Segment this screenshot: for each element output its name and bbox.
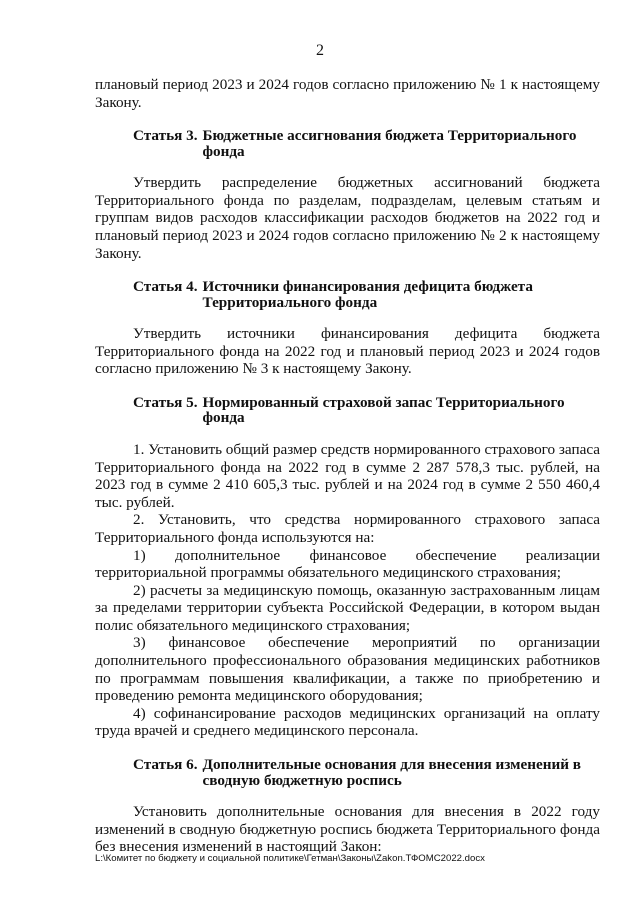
article-paragraph: Утвердить источники финансирования дефицита бюджета Территориального фонда на 2022 год и плановый период 2023 и 2024 годов согласно приложению № 3 к настоящему Закону. (95, 325, 600, 378)
article-paragraph: 2. Установить, что средства нормированного страхового запаса Территориального фонда используются на: (95, 511, 600, 546)
article-heading (95, 128, 600, 159)
article-heading (95, 395, 600, 426)
article-number: Статья 4. (133, 278, 198, 296)
list-item: 3) финансовое обеспечение мероприятий по организации дополнительного профессионального образования медицинских работников по программам повышения квалификации, а также по приобретению и проведению ремонта медицинского оборудования; (95, 634, 600, 705)
article-heading (95, 757, 600, 788)
article-title: Дополнительные основания для внесения изменений в сводную бюджетную роспись (202, 756, 581, 789)
footer-file-path: L:\Комитет по бюджету и социальной политике\Гетман\Законы\Zakon.ТФОМС2022.docx (95, 853, 485, 864)
article-5 (95, 395, 600, 740)
article-6 (95, 757, 600, 856)
document-body (95, 76, 600, 856)
page-number: 2 (316, 42, 324, 59)
article-4 (95, 279, 600, 378)
article-number: Статья 5. (133, 393, 198, 411)
list-item: 2) расчеты за медицинскую помощь, оказанную застрахованным лицам за пределами территории субъекта Российской Федерации, в котором выдан полис обязательного медицинского страхования; (95, 581, 600, 634)
article-title: Нормированный страховой запас Территориального фонда (202, 393, 565, 427)
article-paragraph: 1. Установить общий размер средств нормированного страхового запаса Территориального фонда на 2022 год в сумме 2 287 578,3 тыс. рублей, на 2023 год в сумме 2 410 605,3 тыс. рублей и на 2024 год в сумме 2 550 460,4 тыс. рублей. (95, 440, 600, 511)
article-3 (95, 128, 600, 262)
intro-continuation: плановый период 2023 и 2024 годов согласно приложению № 1 к настоящему Закону. (95, 76, 600, 111)
list-item: 4) софинансирование расходов медицинских организаций на оплату труда врачей и среднего медицинского персонала. (95, 704, 600, 740)
list-item: 1) дополнительное финансовое обеспечение реализации территориальной программы обязательного медицинского страхования; (95, 546, 600, 582)
article-paragraph: Утвердить распределение бюджетных ассигнований бюджета Территориального фонда по разделам, подразделам, целевым статьям и группам видов расходов классификации расходов бюджетов на 2022 год и плановый период 2023 и 2024 годов согласно приложению № 2 к настоящему Закону. (95, 174, 600, 262)
article-paragraph: Установить дополнительные основания для внесения в 2022 году изменений в сводную бюджетную роспись бюджета Территориального фонда без внесения изменений в настоящий Закон: (95, 803, 600, 856)
article-number: Статья 3. (133, 127, 198, 145)
article-title: Источники финансирования дефицита бюджета Территориального фонда (202, 278, 533, 311)
article-title: Бюджетные ассигнования бюджета Территориального фонда (202, 127, 577, 160)
article-heading (95, 279, 600, 310)
article-number: Статья 6. (133, 756, 198, 774)
